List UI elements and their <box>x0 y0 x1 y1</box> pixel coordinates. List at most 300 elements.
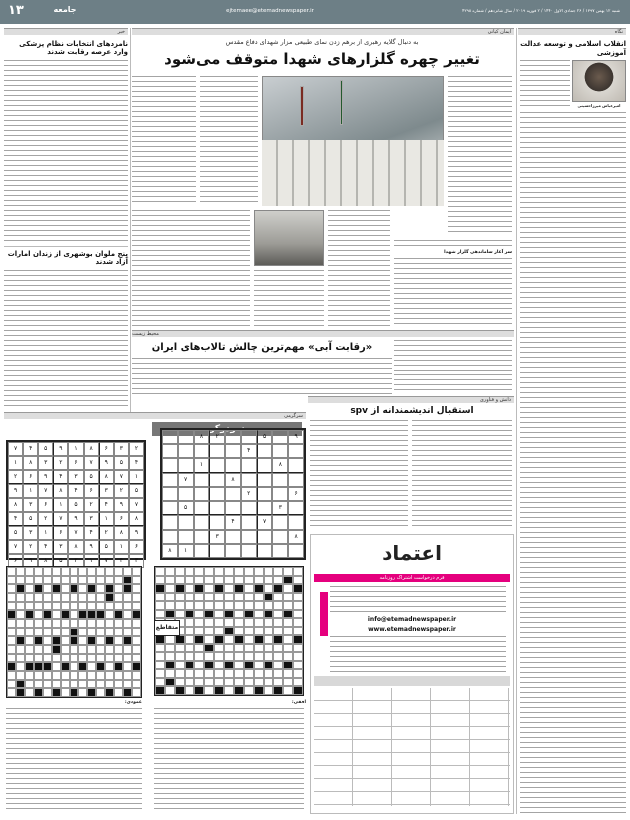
crossword-cell[interactable] <box>293 610 303 619</box>
crossword-cell[interactable] <box>165 567 175 576</box>
sudoku-cell[interactable] <box>209 501 225 515</box>
sudoku-cell[interactable] <box>288 458 304 472</box>
crossword-cell[interactable] <box>254 669 264 678</box>
crossword-cell[interactable] <box>224 584 234 593</box>
crossword-cell[interactable] <box>194 644 204 653</box>
sudoku-cell[interactable] <box>194 515 210 529</box>
crossword-cell[interactable] <box>254 678 264 687</box>
crossword-cell[interactable] <box>264 576 274 585</box>
crossword-cell[interactable] <box>204 686 214 695</box>
crossword-cell[interactable] <box>224 652 234 661</box>
crossword-cell[interactable] <box>175 610 185 619</box>
crossword-cell[interactable] <box>293 576 303 585</box>
sudoku-cell[interactable] <box>272 544 288 558</box>
sudoku-cell[interactable]: ۷ <box>178 473 194 487</box>
crossword-cell[interactable] <box>234 686 244 695</box>
crossword-cell[interactable] <box>204 610 214 619</box>
crossword-cell[interactable] <box>234 644 244 653</box>
sudoku-cell[interactable] <box>162 530 178 544</box>
sudoku-cell[interactable]: ۶ <box>288 487 304 501</box>
crossword-cell[interactable] <box>165 610 175 619</box>
crossword-cell[interactable] <box>194 678 204 687</box>
crossword-cell[interactable] <box>234 618 244 627</box>
crossword-cell[interactable] <box>204 644 214 653</box>
crossword-cell[interactable] <box>185 576 195 585</box>
crossword-cell[interactable] <box>204 567 214 576</box>
sudoku-cell[interactable] <box>178 515 194 529</box>
ad-email[interactable]: info@etemadnewspaper.ir <box>367 616 457 623</box>
sudoku-cell[interactable] <box>257 444 273 458</box>
sudoku-cell[interactable] <box>272 473 288 487</box>
crossword-cell[interactable] <box>175 593 185 602</box>
crossword-cell[interactable] <box>273 644 283 653</box>
crossword-cell[interactable] <box>254 593 264 602</box>
crossword-cell[interactable] <box>264 678 274 687</box>
crossword-cell[interactable] <box>214 652 224 661</box>
crossword-cell[interactable] <box>204 627 214 636</box>
crossword-cell[interactable] <box>234 610 244 619</box>
sudoku-cell[interactable] <box>272 515 288 529</box>
crossword-cell[interactable] <box>244 576 254 585</box>
crossword-cell[interactable] <box>155 567 165 576</box>
crossword-cell[interactable] <box>283 669 293 678</box>
crossword-cell[interactable] <box>283 686 293 695</box>
crossword-cell[interactable] <box>194 584 204 593</box>
crossword-cell[interactable] <box>234 567 244 576</box>
crossword-cell[interactable] <box>244 567 254 576</box>
sudoku-cell[interactable]: ۴ <box>241 444 257 458</box>
crossword-cell[interactable] <box>204 601 214 610</box>
crossword-cell[interactable] <box>175 584 185 593</box>
crossword-cell[interactable] <box>204 678 214 687</box>
crossword-cell[interactable] <box>194 601 204 610</box>
crossword-cell[interactable] <box>254 601 264 610</box>
sudoku-cell[interactable] <box>194 487 210 501</box>
sudoku-cell[interactable] <box>257 473 273 487</box>
sudoku-cell[interactable]: ۱ <box>194 458 210 472</box>
crossword-cell[interactable] <box>175 567 185 576</box>
crossword-cell[interactable] <box>155 635 165 644</box>
crossword-cell[interactable] <box>283 584 293 593</box>
crossword-cell[interactable] <box>175 635 185 644</box>
crossword-cell[interactable] <box>254 610 264 619</box>
sudoku-cell[interactable] <box>288 444 304 458</box>
crossword-cell[interactable] <box>234 661 244 670</box>
sudoku-cell[interactable]: ۲ <box>209 430 225 444</box>
crossword-cell[interactable] <box>224 644 234 653</box>
sudoku-cell[interactable] <box>225 430 241 444</box>
crossword-cell[interactable] <box>224 601 234 610</box>
crossword-cell[interactable] <box>254 661 264 670</box>
sudoku-cell[interactable] <box>178 458 194 472</box>
sudoku-cell[interactable] <box>209 515 225 529</box>
sudoku-cell[interactable]: ۹ <box>288 430 304 444</box>
crossword-cell[interactable] <box>204 618 214 627</box>
crossword-cell[interactable] <box>254 567 264 576</box>
sudoku-cell[interactable] <box>178 444 194 458</box>
sudoku-cell[interactable] <box>162 444 178 458</box>
sudoku-cell[interactable] <box>257 487 273 501</box>
crossword-cell[interactable] <box>214 610 224 619</box>
crossword-cell[interactable] <box>273 661 283 670</box>
sudoku-cell[interactable] <box>272 487 288 501</box>
crossword-cell[interactable] <box>244 601 254 610</box>
section-email[interactable]: ejtemaee@etemadnewspaper.ir <box>226 8 314 14</box>
sudoku-cell[interactable] <box>209 544 225 558</box>
crossword-cell[interactable] <box>283 567 293 576</box>
crossword-cell[interactable] <box>224 661 234 670</box>
crossword-cell[interactable] <box>254 618 264 627</box>
crossword-cell[interactable] <box>293 601 303 610</box>
crossword-cell[interactable] <box>185 593 195 602</box>
sudoku-cell[interactable] <box>209 473 225 487</box>
crossword-cell[interactable] <box>244 635 254 644</box>
sudoku-cell[interactable]: ۱ <box>178 544 194 558</box>
crossword-cell[interactable] <box>273 576 283 585</box>
crossword-cell[interactable] <box>264 644 274 653</box>
crossword-cell[interactable] <box>194 610 204 619</box>
crossword-cell[interactable] <box>244 652 254 661</box>
crossword-cell[interactable] <box>234 678 244 687</box>
crossword-cell[interactable] <box>175 678 185 687</box>
sudoku-cell[interactable]: ۸ <box>288 530 304 544</box>
crossword-cell[interactable] <box>165 652 175 661</box>
sudoku-cell[interactable] <box>241 473 257 487</box>
crossword-cell[interactable] <box>155 644 165 653</box>
crossword-cell[interactable] <box>185 644 195 653</box>
crossword-cell[interactable] <box>194 635 204 644</box>
crossword-cell[interactable] <box>204 584 214 593</box>
crossword-cell[interactable] <box>165 576 175 585</box>
crossword-cell[interactable] <box>273 610 283 619</box>
sudoku-cell[interactable] <box>162 473 178 487</box>
crossword-cell[interactable] <box>293 661 303 670</box>
sudoku-cell[interactable]: ۲ <box>241 487 257 501</box>
sudoku-cell[interactable] <box>225 458 241 472</box>
crossword-cell[interactable] <box>224 635 234 644</box>
crossword-cell[interactable] <box>273 593 283 602</box>
crossword-cell[interactable] <box>175 686 185 695</box>
sudoku-cell[interactable] <box>194 544 210 558</box>
sudoku-cell[interactable]: ۵ <box>178 501 194 515</box>
crossword-cell[interactable] <box>204 593 214 602</box>
crossword-cell[interactable] <box>224 686 234 695</box>
crossword-cell[interactable] <box>214 678 224 687</box>
sudoku-cell[interactable] <box>272 444 288 458</box>
crossword-cell[interactable] <box>283 593 293 602</box>
sudoku-cell[interactable] <box>194 444 210 458</box>
crossword-cell[interactable] <box>185 652 195 661</box>
crossword-cell[interactable] <box>165 661 175 670</box>
crossword-cell[interactable] <box>293 627 303 636</box>
crossword-cell[interactable] <box>204 661 214 670</box>
crossword-cell[interactable] <box>194 627 204 636</box>
sudoku-cell[interactable] <box>241 544 257 558</box>
crossword-cell[interactable] <box>273 669 283 678</box>
sudoku-cell[interactable] <box>241 515 257 529</box>
crossword-cell[interactable] <box>244 661 254 670</box>
crossword-cell[interactable] <box>194 567 204 576</box>
crossword-cell[interactable] <box>175 576 185 585</box>
crossword-cell[interactable] <box>264 652 274 661</box>
crossword-cell[interactable] <box>254 635 264 644</box>
crossword-cell[interactable] <box>273 686 283 695</box>
crossword-cell[interactable] <box>283 652 293 661</box>
crossword-cell[interactable] <box>185 567 195 576</box>
sudoku-cell[interactable] <box>241 430 257 444</box>
crossword-cell[interactable] <box>155 576 165 585</box>
sudoku-cell[interactable]: ۸ <box>162 544 178 558</box>
crossword-cell[interactable] <box>155 661 165 670</box>
crossword-cell[interactable] <box>155 584 165 593</box>
crossword-cell[interactable] <box>185 635 195 644</box>
crossword-cell[interactable] <box>293 567 303 576</box>
crossword-cell[interactable] <box>194 593 204 602</box>
crossword-cell[interactable] <box>264 618 274 627</box>
sudoku-cell[interactable] <box>288 501 304 515</box>
sudoku-cell[interactable] <box>241 530 257 544</box>
crossword-cell[interactable] <box>155 686 165 695</box>
crossword-cell[interactable] <box>283 678 293 687</box>
crossword-cell[interactable] <box>244 678 254 687</box>
crossword-cell[interactable] <box>273 601 283 610</box>
crossword-cell[interactable] <box>214 567 224 576</box>
sudoku-cell[interactable]: ۷ <box>257 515 273 529</box>
crossword-cell[interactable] <box>234 669 244 678</box>
crossword-cell[interactable] <box>254 584 264 593</box>
sudoku-cell[interactable] <box>225 501 241 515</box>
sudoku-cell[interactable] <box>257 458 273 472</box>
crossword-cell[interactable] <box>214 686 224 695</box>
crossword-cell[interactable] <box>165 686 175 695</box>
sudoku-puzzle-grid[interactable] <box>160 428 306 560</box>
crossword-cell[interactable] <box>283 627 293 636</box>
crossword-cell[interactable] <box>244 644 254 653</box>
crossword-cell[interactable] <box>293 652 303 661</box>
crossword-cell[interactable] <box>254 576 264 585</box>
sudoku-cell[interactable] <box>178 530 194 544</box>
crossword-cell[interactable] <box>264 661 274 670</box>
crossword-cell[interactable] <box>273 567 283 576</box>
crossword-cell[interactable] <box>155 678 165 687</box>
crossword-cell[interactable] <box>185 678 195 687</box>
sudoku-cell[interactable]: ۳ <box>209 530 225 544</box>
crossword-cell[interactable] <box>283 576 293 585</box>
crossword-cell[interactable] <box>185 610 195 619</box>
sudoku-cell[interactable] <box>257 544 273 558</box>
crossword-cell[interactable] <box>273 635 283 644</box>
crossword-cell[interactable] <box>293 678 303 687</box>
crossword-cell[interactable] <box>155 601 165 610</box>
crossword-cell[interactable] <box>234 593 244 602</box>
crossword-cell[interactable] <box>244 669 254 678</box>
sudoku-cell[interactable] <box>272 430 288 444</box>
crossword-cell[interactable] <box>264 635 274 644</box>
crossword-cell[interactable] <box>264 610 274 619</box>
crossword-cell[interactable] <box>293 669 303 678</box>
sudoku-cell[interactable]: ۸ <box>225 473 241 487</box>
crossword-cell[interactable] <box>254 652 264 661</box>
crossword-cell[interactable] <box>264 601 274 610</box>
crossword-cell[interactable] <box>155 669 165 678</box>
crossword-cell[interactable] <box>254 627 264 636</box>
crossword-cell[interactable] <box>293 584 303 593</box>
crossword-cell[interactable] <box>165 644 175 653</box>
crossword-cell[interactable] <box>244 627 254 636</box>
crossword-cell[interactable] <box>264 669 274 678</box>
sudoku-cell[interactable]: ۸ <box>194 430 210 444</box>
crossword-cell[interactable] <box>224 678 234 687</box>
crossword-cell[interactable] <box>194 669 204 678</box>
crossword-cell[interactable] <box>155 593 165 602</box>
crossword-cell[interactable] <box>273 652 283 661</box>
crossword-cell[interactable] <box>224 593 234 602</box>
sudoku-cell[interactable]: ۳ <box>272 501 288 515</box>
sudoku-cell[interactable] <box>178 430 194 444</box>
sudoku-cell[interactable] <box>162 430 178 444</box>
crossword-cell[interactable] <box>214 661 224 670</box>
crossword-cell[interactable] <box>224 610 234 619</box>
sudoku-cell[interactable] <box>225 530 241 544</box>
sudoku-cell[interactable] <box>257 530 273 544</box>
crossword-cell[interactable] <box>165 669 175 678</box>
sudoku-cell[interactable] <box>209 487 225 501</box>
crossword-cell[interactable] <box>214 601 224 610</box>
crossword-cell[interactable] <box>244 593 254 602</box>
sudoku-cell[interactable] <box>162 458 178 472</box>
crossword-cell[interactable] <box>244 686 254 695</box>
crossword-cell[interactable] <box>224 627 234 636</box>
crossword-cell[interactable] <box>185 627 195 636</box>
crossword-cell[interactable] <box>283 610 293 619</box>
crossword-cell[interactable] <box>185 661 195 670</box>
crossword-cell[interactable] <box>214 576 224 585</box>
crossword-cell[interactable] <box>283 601 293 610</box>
sudoku-cell[interactable] <box>288 544 304 558</box>
crossword-cell[interactable] <box>214 618 224 627</box>
crossword-cell[interactable] <box>293 618 303 627</box>
crossword-cell[interactable] <box>175 644 185 653</box>
crossword-cell[interactable] <box>214 593 224 602</box>
sudoku-cell[interactable] <box>257 501 273 515</box>
sudoku-cell[interactable] <box>162 501 178 515</box>
crossword-cell[interactable] <box>175 669 185 678</box>
crossword-cell[interactable] <box>244 610 254 619</box>
crossword-cell[interactable] <box>194 661 204 670</box>
crossword-cell[interactable] <box>273 618 283 627</box>
sudoku-cell[interactable]: ۵ <box>257 430 273 444</box>
crossword-cell[interactable] <box>185 669 195 678</box>
crossword-cell[interactable] <box>234 627 244 636</box>
crossword-cell[interactable] <box>155 652 165 661</box>
sudoku-cell[interactable] <box>194 473 210 487</box>
crossword-cell[interactable] <box>234 652 244 661</box>
crossword-cell[interactable] <box>165 678 175 687</box>
crossword-cell[interactable] <box>224 576 234 585</box>
crossword-cell[interactable] <box>264 627 274 636</box>
crossword-cell[interactable] <box>194 618 204 627</box>
sudoku-cell[interactable] <box>194 530 210 544</box>
crossword-cell[interactable] <box>165 635 175 644</box>
crossword-cell[interactable] <box>234 584 244 593</box>
crossword-cell[interactable] <box>204 576 214 585</box>
crossword-cell[interactable] <box>175 652 185 661</box>
crossword-cell[interactable] <box>194 652 204 661</box>
crossword-cell[interactable] <box>273 627 283 636</box>
ad-web[interactable]: www.etemadnewspaper.ir <box>368 626 456 633</box>
sudoku-cell[interactable]: ۴ <box>225 515 241 529</box>
sudoku-cell[interactable]: ۸ <box>272 458 288 472</box>
crossword-cell[interactable] <box>234 635 244 644</box>
crossword-cell[interactable] <box>194 686 204 695</box>
sudoku-cell[interactable] <box>209 458 225 472</box>
sudoku-cell[interactable] <box>225 487 241 501</box>
sudoku-cell[interactable] <box>241 501 257 515</box>
crossword-cell[interactable] <box>185 601 195 610</box>
crossword-cell[interactable] <box>224 618 234 627</box>
crossword-cell[interactable] <box>214 669 224 678</box>
sudoku-cell[interactable] <box>178 487 194 501</box>
crossword-cell[interactable] <box>224 669 234 678</box>
crossword-cell[interactable] <box>283 635 293 644</box>
sudoku-cell[interactable] <box>225 444 241 458</box>
crossword-cell[interactable] <box>204 635 214 644</box>
crossword-cell[interactable] <box>293 644 303 653</box>
crossword-cell[interactable] <box>185 686 195 695</box>
crossword-cell[interactable] <box>283 661 293 670</box>
crossword-cell[interactable] <box>165 601 175 610</box>
sudoku-cell[interactable] <box>162 515 178 529</box>
crossword-cell[interactable] <box>165 584 175 593</box>
crossword-cell[interactable] <box>204 669 214 678</box>
sudoku-cell[interactable] <box>288 473 304 487</box>
crossword-cell[interactable] <box>194 576 204 585</box>
crossword-cell[interactable] <box>264 584 274 593</box>
crossword-cell[interactable] <box>214 644 224 653</box>
crossword-cell[interactable] <box>165 593 175 602</box>
crossword-cell[interactable] <box>204 652 214 661</box>
crossword-cell[interactable] <box>254 686 264 695</box>
crossword-cell[interactable] <box>244 584 254 593</box>
sudoku-cell[interactable] <box>162 487 178 501</box>
crossword-cell[interactable] <box>185 618 195 627</box>
crossword-cell[interactable] <box>185 584 195 593</box>
crossword-cell[interactable] <box>214 584 224 593</box>
crossword-cell[interactable] <box>155 610 165 619</box>
crossword-cell[interactable] <box>293 635 303 644</box>
crossword-cell[interactable] <box>175 601 185 610</box>
sudoku-cell[interactable] <box>209 444 225 458</box>
crossword-cell[interactable] <box>293 593 303 602</box>
crossword-cell[interactable] <box>214 635 224 644</box>
sudoku-cell[interactable] <box>225 544 241 558</box>
sudoku-cell[interactable] <box>194 501 210 515</box>
crossword-cell[interactable] <box>264 567 274 576</box>
crossword-cell[interactable] <box>264 686 274 695</box>
crossword-cell[interactable] <box>273 678 283 687</box>
crossword-cell[interactable] <box>293 686 303 695</box>
crossword-cell[interactable] <box>234 576 244 585</box>
crossword-cell[interactable] <box>244 618 254 627</box>
crossword-cell[interactable] <box>224 567 234 576</box>
crossword-cell[interactable] <box>214 627 224 636</box>
crossword-cell[interactable] <box>175 661 185 670</box>
sudoku-cell[interactable] <box>288 515 304 529</box>
crossword-cell[interactable] <box>283 618 293 627</box>
crossword-cell[interactable] <box>273 584 283 593</box>
sudoku-cell[interactable] <box>241 458 257 472</box>
crossword-cell[interactable] <box>254 644 264 653</box>
